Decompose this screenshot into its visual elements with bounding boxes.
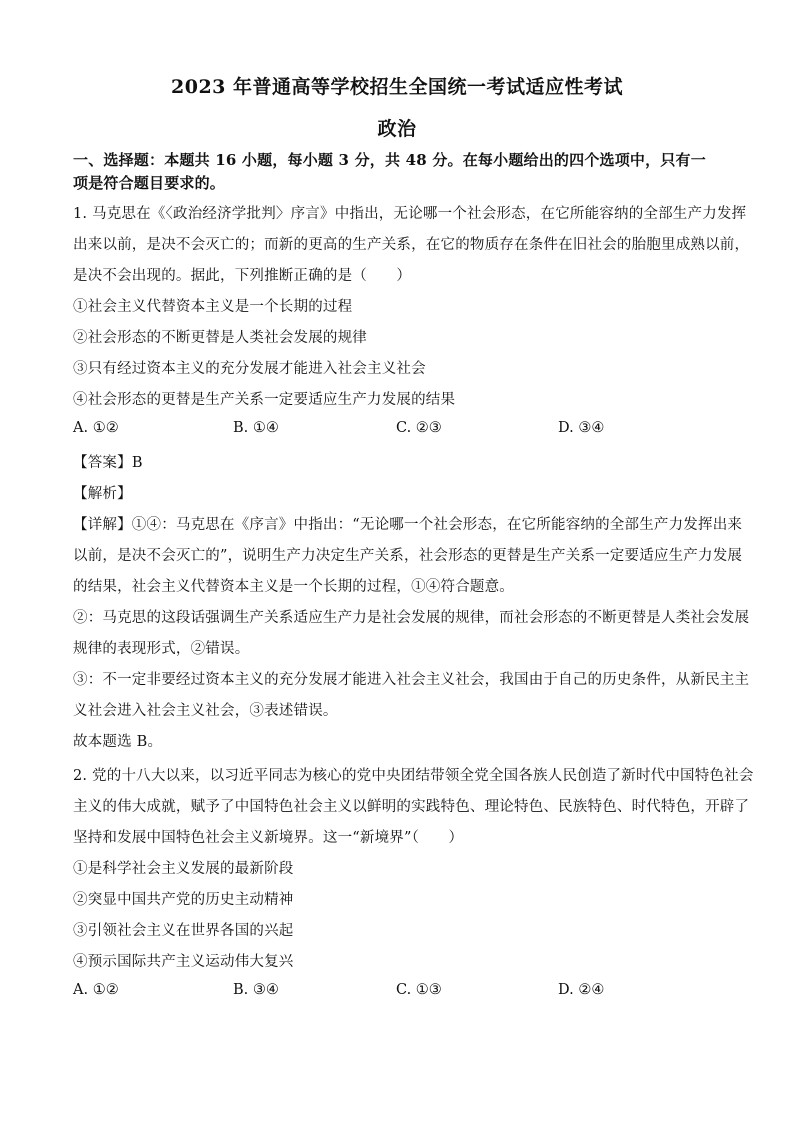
q2-option-a: A. ①② bbox=[73, 982, 119, 998]
q1-stem-line-1: 1. 马克思在《〈政治经济学批判〉序言》中指出，无论哪一个社会形态，在它所能容纳的全部生产力发挥 bbox=[73, 206, 747, 222]
q1-item-4: ④社会形态的更替是生产关系一定要适应生产力发展的结果 bbox=[73, 392, 456, 408]
q1-detail-line-8: 故本题选 B。 bbox=[73, 734, 163, 750]
q1-detail-line-3: 的结果，社会主义代替资本主义是一个长期的过程，①④符合题意。 bbox=[73, 579, 514, 595]
q1-detail-line-1: 【详解】①④：马克思在《序言》中指出：“无论哪一个社会形态，在它所能容纳的全部生产力发挥出来 bbox=[73, 517, 743, 533]
q1-answer bbox=[73, 451, 734, 472]
q2-stem-line-1: 2. 党的十八大以来，以习近平同志为核心的党中央团结带领全党全国各族人民创造了新时代中国特色社会 bbox=[73, 768, 754, 784]
q2-option-b: B. ③④ bbox=[233, 982, 279, 998]
q1-analysis-label: 【解析】 bbox=[73, 486, 132, 502]
q2-item-1: ①是科学社会主义发展的最新阶段 bbox=[73, 861, 294, 877]
q2-option-c: C. ①③ bbox=[396, 982, 442, 998]
q1-option-b: B. ①④ bbox=[233, 420, 279, 436]
q2-item-3: ③引领社会主义在世界各国的兴起 bbox=[73, 923, 294, 939]
q1-item-1: ①社会主义代替资本主义是一个长期的过程 bbox=[73, 299, 353, 315]
answer-value: B bbox=[131, 455, 143, 471]
section-instruction-line-2: 项是符合题目要求的。 bbox=[73, 174, 226, 192]
q1-option-c: C. ②③ bbox=[396, 420, 442, 436]
q1-item-2: ②社会形态的不断更替是人类社会发展的规律 bbox=[73, 330, 367, 346]
q1-option-a: A. ①② bbox=[73, 420, 119, 436]
exam-title: 2023 年普通高等学校招生全国统一考试适应性考试 bbox=[171, 76, 623, 98]
q2-item-4: ④预示国际共产主义运动伟大复兴 bbox=[73, 954, 294, 970]
q2-stem-line-3: 坚持和发展中国特色社会主义新境界。这一“新境界”（ ） bbox=[73, 830, 464, 846]
q1-item-3: ③只有经过资本主义的充分发展才能进入社会主义社会 bbox=[73, 361, 426, 377]
q1-detail-line-6: ③：不一定非要经过资本主义的充分发展才能进入社会主义社会，我国由于自己的历史条件，从新民主主 bbox=[73, 672, 750, 688]
answer-label: 【答案】 bbox=[73, 455, 132, 471]
q1-detail-line-4: ②：马克思的这段话强调生产关系适应生产力是社会发展的规律，而社会形态的不断更替是人类社会发展 bbox=[73, 610, 750, 626]
q1-stem-line-2: 出来以前，是决不会灭亡的；而新的更高的生产关系，在它的物质存在条件在旧社会的胎胞里成熟以前， bbox=[73, 237, 750, 253]
q1-detail-line-7: 义社会进入社会主义社会，③表述错误。 bbox=[73, 703, 338, 719]
q1-option-d: D. ③④ bbox=[558, 420, 605, 436]
subject-title: 政治 bbox=[377, 118, 417, 140]
q1-detail-line-2: 以前，是决不会灭亡的”，说明生产力决定生产关系，社会形态的更替是生产关系一定要适应生产力发展 bbox=[73, 548, 743, 564]
q1-stem-line-3: 是决不会出现的。据此，下列推断正确的是（ ） bbox=[73, 268, 412, 284]
q2-option-d: D. ②④ bbox=[558, 982, 605, 998]
q2-stem-line-2: 主义的伟大成就，赋予了中国特色社会主义以鲜明的实践特色、理论特色、民族特色、时代特色，开辟了 bbox=[73, 799, 750, 815]
q1-detail-line-5: 规律的表现形式，②错误。 bbox=[73, 641, 250, 657]
section-instruction-line-1: 一、选择题：本题共 16 小题，每小题 3 分，共 48 分。在每小题给出的四个选项中，只有一 bbox=[73, 151, 706, 169]
q2-item-2: ②突显中国共产党的历史主动精神 bbox=[73, 892, 294, 908]
